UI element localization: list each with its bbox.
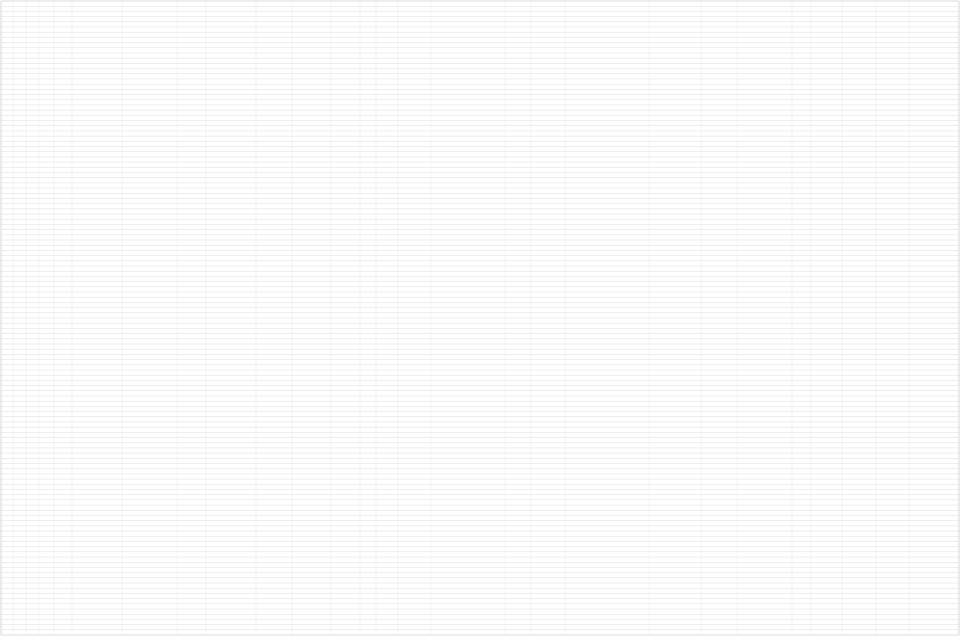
table-grid [1, 1, 959, 635]
